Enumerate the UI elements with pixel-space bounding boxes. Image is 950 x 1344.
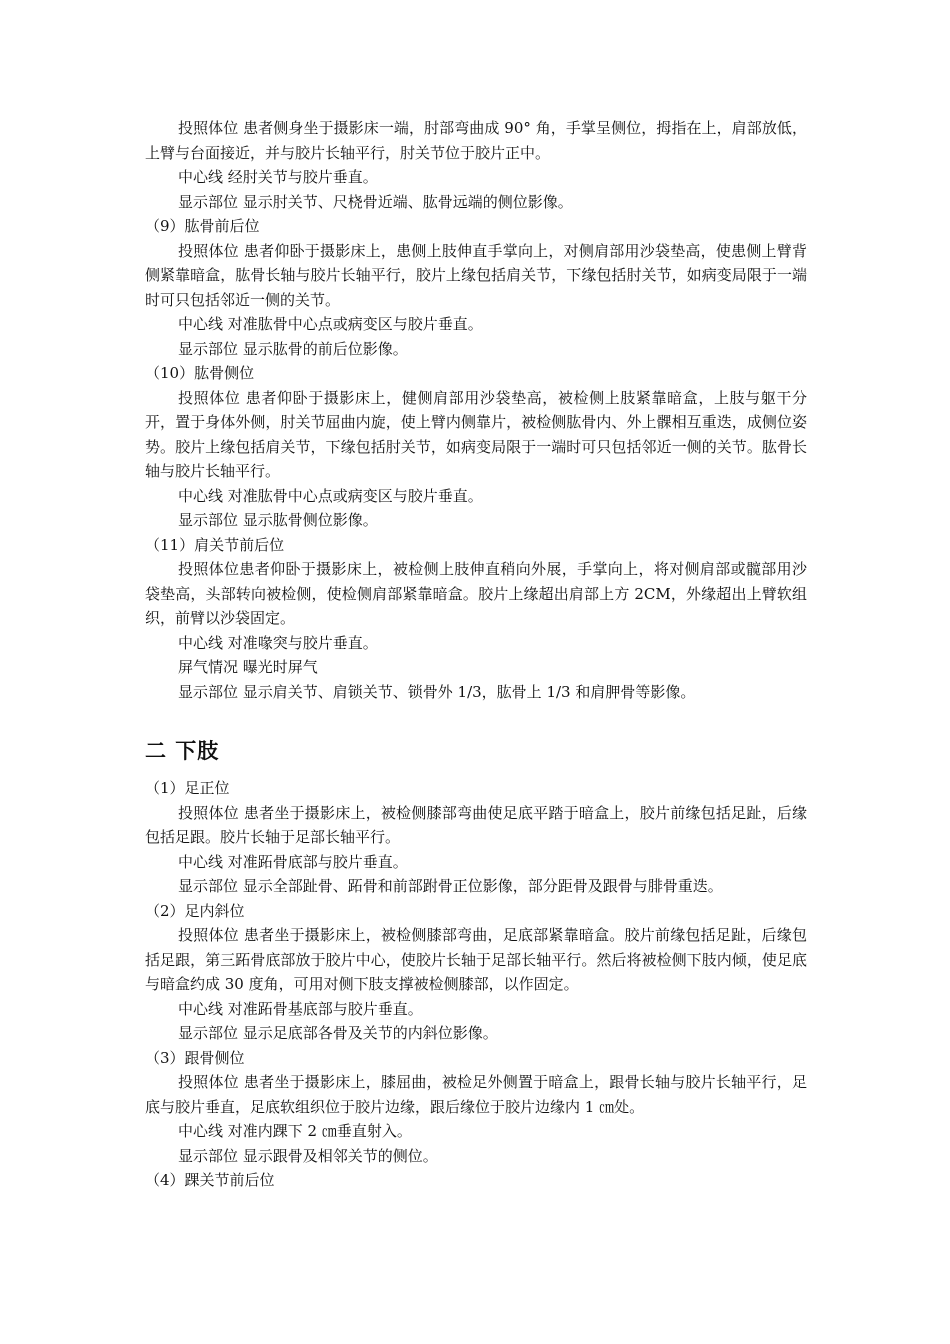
paragraph: 中心线 对准跖骨底部与胶片垂直。 [178, 852, 408, 871]
subsection-heading: （9）肱骨前后位 [145, 217, 260, 235]
paragraph: 投照体位 患者坐于摄影床上，被检侧膝部弯曲，足底部紧靠暗盒。胶片前缘包括足趾，后缘包括足跟，第三跖骨底部放于胶片中心，使胶片长轴于足部长轴平行。然后将被检侧下肢内倾，使足底与暗盒约成 30 度角，可用对侧下肢支撑被检侧膝部，以作固定。 [145, 926, 807, 993]
paragraph: 屏气情况 曝光时屏气 [178, 658, 318, 676]
paragraph: 显示部位 显示足底部各骨及关节的内斜位影像。 [178, 1024, 498, 1042]
paragraph: 显示部位 显示肱骨侧位影像。 [178, 511, 378, 529]
paragraph: 显示部位 显示跟骨及相邻关节的侧位。 [178, 1146, 438, 1165]
paragraph: 中心线 对准跖骨基底部与胶片垂直。 [178, 999, 423, 1018]
subsection-heading: （3）跟骨侧位 [145, 1048, 245, 1067]
subsection-heading: （11）肩关节前后位 [145, 535, 285, 554]
paragraph: 投照体位 患者仰卧于摄影床上，患侧上肢伸直手掌向上，对侧肩部用沙袋垫高，使患侧上臂背侧紧靠暗盒，肱骨长轴与胶片长轴平行，胶片上缘包括肩关节，下缘包括肘关节，如病变局限于一端时可只包括邻近一侧的关节。 [145, 241, 807, 309]
section-title: 二 下肢 [145, 739, 220, 763]
paragraph: 中心线 对准肱骨中心点或病变区与胶片垂直。 [178, 486, 483, 505]
paragraph: 投照体位 患者仰卧于摄影床上，健侧肩部用沙袋垫高，被检侧上肢紧靠暗盒，上肢与躯干分开，置于身体外侧，肘关节屈曲内旋，使上臂内侧靠片，被检侧肱骨内、外上髁相互重迭，成侧位姿势。胶片上缘包括肩关节，下缘包括肘关节，如病变局限于一端时可只包括邻近一侧的关节。肱骨长轴与胶片长轴平行。 [145, 388, 807, 480]
paragraph: 投照体位 患者坐于摄影床上，被检侧膝部弯曲使足底平踏于暗盒上，胶片前缘包括足趾，后缘包括足跟。胶片长轴于足部长轴平行。 [145, 803, 807, 846]
paragraph: 投照体位 患者坐于摄影床上，膝屈曲，被检足外侧置于暗盒上，跟骨长轴与胶片长轴平行，足底与胶片垂直，足底软组织位于胶片边缘，跟后缘位于胶片边缘内 1 ㎝处。 [145, 1073, 807, 1116]
paragraph: 中心线 对准内踝下 2 ㎝垂直射入。 [178, 1122, 412, 1140]
paragraph: 显示部位 显示肘关节、尺桡骨近端、肱骨远端的侧位影像。 [178, 192, 573, 211]
paragraph: 中心线 对准肱骨中心点或病变区与胶片垂直。 [178, 315, 483, 333]
subsection-heading: （1）足正位 [145, 779, 230, 797]
paragraph: 显示部位 显示肱骨的前后位影像。 [178, 339, 408, 358]
subsection-heading: （4）踝关节前后位 [145, 1171, 275, 1189]
subsection-heading: （2）足内斜位 [145, 901, 245, 920]
paragraph: 投照体位 患者侧身坐于摄影床一端，肘部弯曲成 90° 角，手掌呈侧位，拇指在上，肩部放低，上臂与台面接近，并与胶片长轴平行，肘关节位于胶片正中。 [145, 119, 807, 162]
subsection-heading: （10）肱骨侧位 [145, 364, 255, 382]
paragraph: 显示部位 显示肩关节、肩锁关节、锁骨外 1/3，肱骨上 1/3 和肩胛骨等影像。 [178, 682, 696, 701]
document-body [145, 116, 807, 1193]
paragraph: 中心线 经肘关节与胶片垂直。 [178, 168, 378, 186]
paragraph: 投照体位患者仰卧于摄影床上，被检侧上肢伸直稍向外展，手掌向上，将对侧肩部或髋部用沙袋垫高，头部转向被检侧，使检侧肩部紧靠暗盒。胶片上缘超出肩部上方 2CM，外缘超出上臂软组织，前臂以沙袋固定。 [145, 560, 807, 627]
paragraph: 显示部位 显示全部趾骨、跖骨和前部跗骨正位影像，部分距骨及跟骨与腓骨重迭。 [178, 877, 723, 895]
paragraph: 中心线 对准喙突与胶片垂直。 [178, 633, 378, 652]
